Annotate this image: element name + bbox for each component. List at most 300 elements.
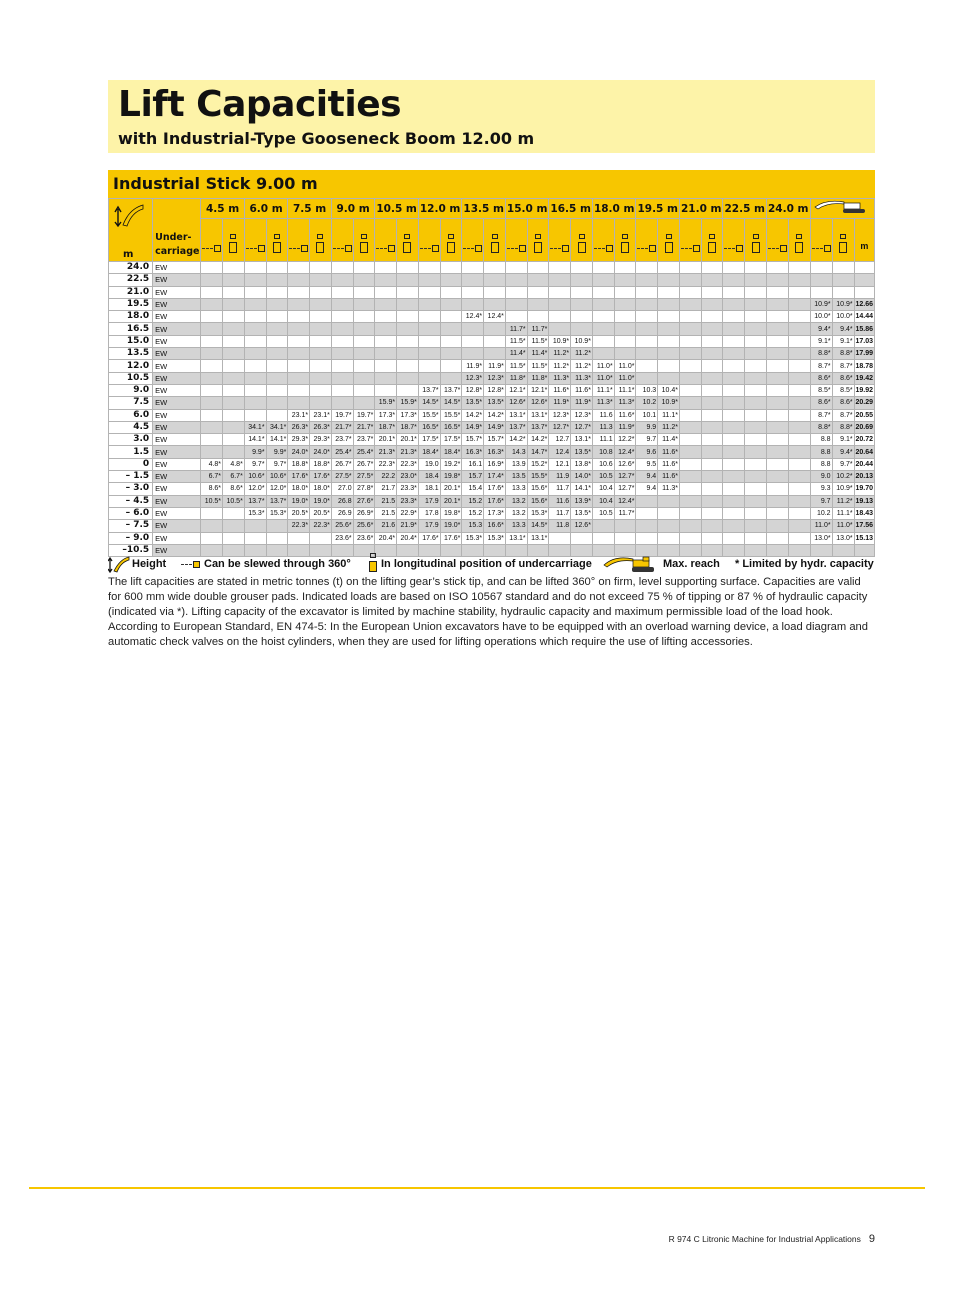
capacity-cell: 11.2* [658,421,680,433]
capacity-cell: 13.5* [462,397,484,409]
capacity-cell [201,286,223,298]
max-reach-capacity-cell: 13.0* [810,532,832,544]
capacity-cell: 10.4* [658,384,680,396]
capacity-cell [679,335,701,347]
capacity-cell [418,262,440,274]
capacity-cell: 8.6* [223,483,245,495]
max-reach-capacity-cell: 8.7* [832,409,854,421]
capacity-cell: 13.2 [505,507,527,519]
capacity-cell [636,323,658,335]
capacity-cell: 13.7* [440,384,462,396]
capacity-cell [788,298,810,310]
radius-header: 4.5 m [201,199,245,219]
capacity-cell [505,286,527,298]
capacity-cell: 12.0* [244,483,266,495]
capacity-cell [310,532,332,544]
capacity-cell [266,348,288,360]
slewed-hook-icon [376,245,395,252]
capacity-cell [745,409,767,421]
capacity-cell [701,335,723,347]
max-reach-capacity-cell [810,274,832,286]
slewed-hook-icon [507,245,526,252]
max-reach-capacity-cell: 9.7 [810,495,832,507]
capacity-cell: 10.6* [244,471,266,483]
slewed-hook-icon [420,245,439,252]
longitudinal-hook-icon [447,234,455,253]
capacity-cell: 18.4 [418,471,440,483]
capacity-cell: 17.6* [288,471,310,483]
capacity-cell [244,323,266,335]
max-reach-capacity-cell: 9.3 [810,483,832,495]
capacity-cell [658,360,680,372]
table-row [109,311,875,323]
capacity-cell: 10.6 [592,458,614,470]
capacity-cell: 29.3* [288,434,310,446]
capacity-cell: 11.4* [658,434,680,446]
max-reach-cell: 20.13 [854,471,874,483]
capacity-cell [767,335,789,347]
capacity-cell [549,323,571,335]
height-cell: 1.5 [109,446,153,458]
capacity-cell: 13.9 [505,458,527,470]
capacity-cell [658,372,680,384]
capacity-cell [397,360,419,372]
capacity-cell: 26.9* [353,507,375,519]
capacity-cell [484,286,506,298]
capacity-cell [679,409,701,421]
height-cell: 21.0 [109,286,153,298]
capacity-cell [375,323,397,335]
capacity-cell [723,458,745,470]
capacity-cell [767,471,789,483]
capacity-cell: 11.3* [571,372,593,384]
capacity-cell: 11.9 [549,471,571,483]
max-reach-capacity-cell: 8.7* [810,360,832,372]
capacity-cell [636,286,658,298]
capacity-cell: 11.1 [592,434,614,446]
capacity-cell: 12.7* [549,421,571,433]
capacity-cell [462,262,484,274]
capacity-cell [701,471,723,483]
longitudinal-hook-icon [534,234,542,253]
capacity-cell: 18.0* [288,483,310,495]
max-reach-capacity-cell: 8.8* [810,348,832,360]
capacity-cell [745,397,767,409]
capacity-cell [288,335,310,347]
capacity-cell [767,298,789,310]
table-row [109,483,875,495]
title-banner [108,80,875,153]
capacity-cell: 11.9* [549,397,571,409]
capacity-cell [788,348,810,360]
capacity-cell: 14.1* [266,434,288,446]
capacity-cell [266,335,288,347]
capacity-cell: 12.3* [462,372,484,384]
capacity-cell [505,274,527,286]
slewed-column-icon [331,219,353,262]
capacity-cell [223,335,245,347]
capacity-cell: 10.9* [549,335,571,347]
capacity-cell: 12.8* [484,384,506,396]
capacity-cell: 22.3* [310,520,332,532]
height-cell: – 1.5 [109,471,153,483]
capacity-cell: 17.9 [418,495,440,507]
capacity-cell: 11.6* [549,384,571,396]
height-cell: – 9.0 [109,532,153,544]
table-row [109,421,875,433]
capacity-cell [679,471,701,483]
height-cell: 19.5 [109,298,153,310]
capacity-cell: 20.1* [375,434,397,446]
slewed-column-icon [549,219,571,262]
capacity-cell [745,298,767,310]
capacity-cell [223,286,245,298]
max-reach-cell [854,262,874,274]
capacity-cell [375,372,397,384]
capacity-cell [288,397,310,409]
capacity-cell [353,360,375,372]
slewed-column-icon [418,219,440,262]
capacity-cell [788,532,810,544]
capacity-cell: 11.7 [549,507,571,519]
longitudinal-hook-icon [839,234,847,253]
capacity-cell [636,520,658,532]
capacity-cell [440,311,462,323]
capacity-cell: 11.7* [614,507,636,519]
capacity-cell [266,532,288,544]
capacity-cell [745,520,767,532]
capacity-cell [701,286,723,298]
longitudinal-hook-icon [752,234,760,253]
capacity-cell [201,298,223,310]
max-reach-cell: 17.99 [854,348,874,360]
capacity-cell: 11.4* [505,348,527,360]
capacity-cell: 14.2* [462,409,484,421]
capacity-cell [701,495,723,507]
capacity-cell [592,520,614,532]
max-reach-cell: 20.55 [854,409,874,421]
max-reach-capacity-cell: 10.9* [810,298,832,310]
capacity-cell: 10.8 [592,446,614,458]
capacity-cell [614,311,636,323]
capacity-cell: 11.7 [549,483,571,495]
capacity-cell [244,298,266,310]
capacity-cell: 21.7* [331,421,353,433]
longitudinal-column-icon [527,219,549,262]
radius-header: 7.5 m [288,199,332,219]
capacity-cell [658,262,680,274]
capacity-cell: 23.1* [288,409,310,421]
capacity-cell [418,348,440,360]
max-reach-cell [854,274,874,286]
longitudinal-hook-icon [369,553,377,572]
capacity-cell [527,286,549,298]
capacity-cell [418,360,440,372]
capacity-cell: 15.6* [527,483,549,495]
capacity-cell [592,286,614,298]
capacity-cell [440,323,462,335]
capacity-cell: 18.7* [375,421,397,433]
capacity-cell: 22.3* [397,458,419,470]
capacity-cell [331,262,353,274]
capacity-cell [244,348,266,360]
capacity-cell [201,335,223,347]
capacity-cell: 18.4* [440,446,462,458]
capacity-cell [418,298,440,310]
capacity-cell: 11.6 [592,409,614,421]
capacity-cell: 15.5* [527,471,549,483]
capacity-cell: 24.0* [310,446,332,458]
capacity-cell [223,409,245,421]
capacity-cell: 25.6* [331,520,353,532]
capacity-cell [679,372,701,384]
capacity-cell [418,286,440,298]
legend-slewed-label: Can be slewed through 360° [204,558,351,570]
capacity-cell: 10.5* [223,495,245,507]
capacity-cell [592,298,614,310]
capacity-cell: 17.3* [375,409,397,421]
radius-header: 22.5 m [723,199,767,219]
capacity-cell [701,434,723,446]
capacity-cell: 20.5* [288,507,310,519]
capacity-cell [397,372,419,384]
capacity-cell [266,286,288,298]
capacity-cell [592,274,614,286]
capacity-cell [266,298,288,310]
table-row [109,323,875,335]
capacity-cell [266,274,288,286]
capacity-cell [723,434,745,446]
capacity-cell: 12.7 [549,434,571,446]
capacity-cell [767,384,789,396]
capacity-cell: 17.3* [484,507,506,519]
notes-paragraph-2: According to European Standard, EN 474-5: In the European Union excavators have to be equipped with an overload warning device, a load diagram and automatic check valves on the hoist cylinders, when they are used for lifting operations which require the use of lifting accessories. [108,621,869,648]
capacity-cell [375,384,397,396]
table-row [109,384,875,396]
capacity-cell: 9.9 [636,421,658,433]
capacity-cell [723,335,745,347]
capacity-cell [767,348,789,360]
capacity-cell [223,311,245,323]
capacity-cell [440,348,462,360]
capacity-cell [288,286,310,298]
capacity-cell [767,421,789,433]
undercarriage-cell: EW [153,458,201,470]
undercarriage-label-2: carriage [155,246,200,257]
capacity-cell [462,286,484,298]
capacity-cell [462,298,484,310]
max-reach-header [810,199,874,219]
capacity-cell: 13.1* [505,409,527,421]
capacity-cell [223,520,245,532]
undercarriage-cell: EW [153,262,201,274]
capacity-cell: 13.9* [571,495,593,507]
capacity-cell [679,323,701,335]
capacity-cell: 13.1* [571,434,593,446]
table-row [109,495,875,507]
capacity-cell [353,262,375,274]
capacity-cell [636,360,658,372]
max-reach-capacity-cell: 8.7* [810,409,832,421]
capacity-cell [331,274,353,286]
capacity-cell [745,372,767,384]
capacity-cell: 13.3 [505,483,527,495]
capacity-cell: 13.7* [527,421,549,433]
capacity-cell [527,311,549,323]
capacity-cell [723,298,745,310]
height-cell: 0 [109,458,153,470]
capacity-cell [679,348,701,360]
capacity-cell: 27.8* [353,483,375,495]
capacity-cell: 10.6* [266,471,288,483]
longitudinal-hook-icon [795,234,803,253]
undercarriage-cell: EW [153,274,201,286]
capacity-cell: 14.1* [571,483,593,495]
max-reach-cell: 15.86 [854,323,874,335]
slewed-column-icon [375,219,397,262]
max-reach-cell: 19.42 [854,372,874,384]
slewed-hook-icon [768,245,787,252]
capacity-cell [288,262,310,274]
capacity-cell [527,298,549,310]
capacity-cell [375,298,397,310]
capacity-cell: 4.8* [201,458,223,470]
capacity-cell [767,360,789,372]
max-reach-capacity-cell [832,274,854,286]
capacity-cell: 11.3* [658,483,680,495]
capacity-cell [723,409,745,421]
notes [108,575,868,650]
legend-height-label: Height [132,558,167,570]
capacity-cell: 11.3* [592,397,614,409]
capacity-cell [505,262,527,274]
max-reach-capacity-cell: 8.8 [810,434,832,446]
capacity-cell: 11.5* [527,335,549,347]
capacity-cell [549,274,571,286]
capacity-cell [353,274,375,286]
capacity-cell [244,360,266,372]
capacity-cell [679,384,701,396]
legend [108,553,875,575]
capacity-cell [679,532,701,544]
capacity-cell [484,274,506,286]
longitudinal-column-icon [266,219,288,262]
height-header-cell [109,199,153,262]
capacity-cell: 21.6 [375,520,397,532]
capacity-cell [353,323,375,335]
capacity-cell [440,274,462,286]
table-row [109,348,875,360]
capacity-cell: 17.5* [440,434,462,446]
capacity-cell: 12.6* [614,458,636,470]
capacity-cell [767,446,789,458]
capacity-cell: 17.6* [484,483,506,495]
capacity-cell [701,507,723,519]
capacity-cell: 23.1* [310,409,332,421]
capacity-cell [201,384,223,396]
capacity-cell: 11.9* [462,360,484,372]
capacity-cell [767,274,789,286]
capacity-cell: 18.7* [397,421,419,433]
capacity-cell [571,532,593,544]
capacity-cell [375,262,397,274]
max-reach-capacity-cell: 10.9* [832,483,854,495]
capacity-cell [701,311,723,323]
capacity-cell [636,311,658,323]
capacity-cell [331,286,353,298]
capacity-cell [592,323,614,335]
capacity-cell [397,274,419,286]
capacity-cell [767,262,789,274]
capacity-cell: 26.3* [310,421,332,433]
capacity-cell: 10.2 [636,397,658,409]
slewed-hook-icon [594,245,613,252]
capacity-cell [571,286,593,298]
capacity-cell [767,483,789,495]
capacity-cell: 18.1 [418,483,440,495]
capacity-cell [679,458,701,470]
capacity-cell: 12.1 [549,458,571,470]
max-reach-capacity-cell: 8.6* [832,372,854,384]
capacity-cell [331,348,353,360]
undercarriage-cell: EW [153,360,201,372]
max-reach-capacity-cell: 8.8 [810,446,832,458]
capacity-cell [679,421,701,433]
capacity-cell [658,532,680,544]
capacity-cell [745,471,767,483]
slewed-column-icon [679,219,701,262]
height-cell: 22.5 [109,274,153,286]
capacity-cell [745,434,767,446]
capacity-cell [788,397,810,409]
longitudinal-hook-icon [621,234,629,253]
capacity-cell: 20.5* [310,507,332,519]
capacity-cell: 11.0* [592,372,614,384]
capacity-cell: 15.3* [244,507,266,519]
max-reach-capacity-cell: 8.5* [810,384,832,396]
max-reach-capacity-cell: 8.5* [832,384,854,396]
legend-longitudinal-label: In longitudinal position of undercarriage [381,558,592,570]
capacity-cell: 15.5* [440,409,462,421]
capacity-cell: 14.7* [527,446,549,458]
capacity-cell [310,323,332,335]
page-subtitle: with Industrial-Type Gooseneck Boom 12.00 m [118,129,535,148]
capacity-cell [266,360,288,372]
undercarriage-cell: EW [153,471,201,483]
height-cell: 10.5 [109,372,153,384]
slewed-column-icon [288,219,310,262]
excavator-max-reach-icon [814,199,870,213]
capacity-cell [353,348,375,360]
capacity-cell: 17.8 [418,507,440,519]
capacity-cell: 11.6* [614,409,636,421]
slewed-column-icon [810,219,832,262]
capacity-cell: 13.7* [418,384,440,396]
capacity-cell [592,335,614,347]
capacity-cell: 24.0* [288,446,310,458]
capacity-cell [375,286,397,298]
capacity-cell [701,298,723,310]
capacity-cell [723,421,745,433]
slewed-hook-icon [289,245,308,252]
capacity-cell [745,483,767,495]
capacity-cell [201,311,223,323]
capacity-cell [788,495,810,507]
max-reach-capacity-cell [832,262,854,274]
capacity-cell: 34.1* [266,421,288,433]
capacity-cell [484,335,506,347]
capacity-cell: 11.8 [549,520,571,532]
